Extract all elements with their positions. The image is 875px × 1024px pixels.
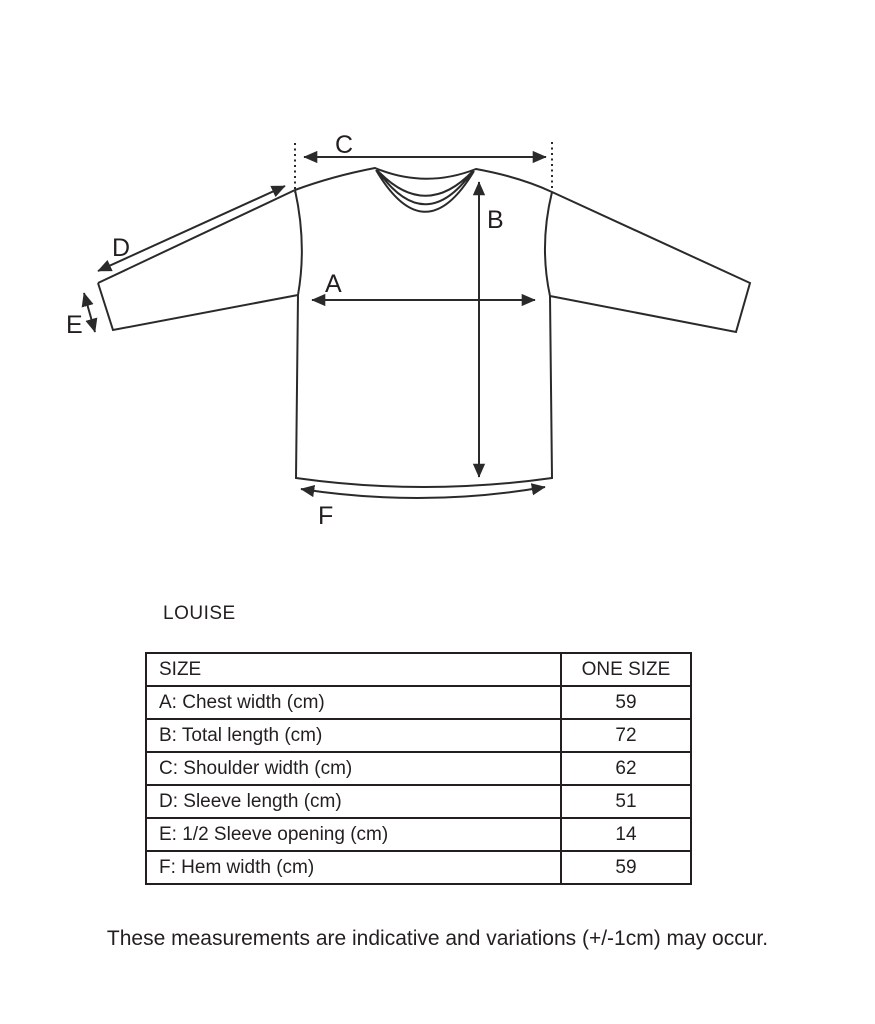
dimension-arrow-f [301,487,545,498]
neckline [376,170,474,212]
dimension-arrow-e [84,293,95,332]
table-row [146,686,691,719]
measurement-label: E: 1/2 Sleeve opening (cm) [146,818,561,851]
table-row [146,818,691,851]
measurement-value: 72 [561,719,691,752]
measurement-label: C: Shoulder width (cm) [146,752,561,785]
measurement-value: 51 [561,785,691,818]
column-header-size: SIZE [146,653,561,686]
size-table [145,652,692,885]
measurement-value: 14 [561,818,691,851]
dimension-label-c: C [335,131,354,159]
measurement-label: A: Chest width (cm) [146,686,561,719]
measurement-value: 59 [561,851,691,884]
column-header-one-size: ONE SIZE [561,653,691,686]
table-row [146,851,691,884]
dimension-label-d: D [112,234,131,262]
measurement-label: D: Sleeve length (cm) [146,785,561,818]
dimension-label-f: F [318,502,334,530]
table-row [146,752,691,785]
dimension-label-a: A [325,270,342,298]
measurement-value: 59 [561,686,691,719]
dimension-label-e: E [66,311,83,339]
measurement-value: 62 [561,752,691,785]
shirt-outline [98,168,750,487]
table-row [146,785,691,818]
measurement-disclaimer: These measurements are indicative and variations (+/-1cm) may occur. [106,927,769,950]
measurement-label: B: Total length (cm) [146,719,561,752]
table-row [146,719,691,752]
measurement-label: F: Hem width (cm) [146,851,561,884]
dimension-label-b: B [487,206,504,234]
product-title: LOUISE [163,603,236,624]
table-header-row [146,653,691,686]
